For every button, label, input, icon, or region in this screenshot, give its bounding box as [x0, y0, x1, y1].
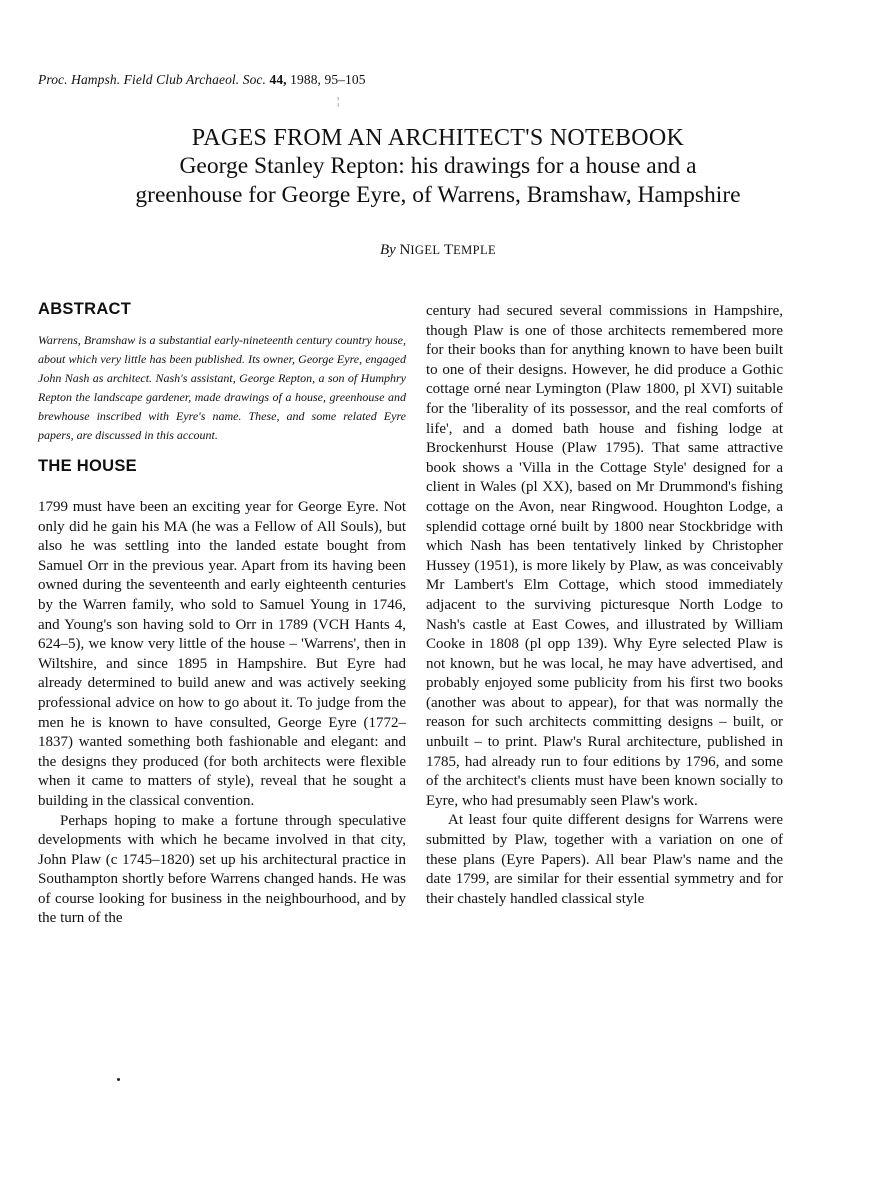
author-last-rest: EMPLE [453, 243, 497, 257]
year-pages: 1988, 95–105 [290, 72, 366, 87]
author-initial-first: N [399, 242, 411, 258]
author-initial-last: T [443, 242, 454, 258]
paragraph: At least four quite different designs for Warrens were submitted by Plaw, together with a variation on one of these plans (Eyre Papers). All bear Plaw's name and the date 1799, are similar for their essential symmetry and for their chastely handled classical style [426, 812, 783, 907]
scan-mark: ¦ [337, 95, 340, 107]
article-title-block [0, 124, 876, 210]
volume-number: 44, [269, 72, 287, 87]
journal-name: Proc. Hampsh. Field Club Archaeol. Soc. [38, 72, 266, 87]
journal-citation [38, 72, 366, 88]
author-first-rest: IGEL [410, 243, 441, 257]
article-title: PAGES FROM AN ARCHITECT'S NOTEBOOK [191, 125, 685, 151]
byline-by: By [379, 242, 396, 258]
article-subtitle-line-1: George Stanley Repton: his drawings for a house and a [179, 153, 697, 179]
section-heading-the-house: THE HOUSE [38, 457, 137, 475]
author-byline [0, 242, 876, 259]
paragraph: century had secured several commissions in Hampshire, though Plaw is one of those architects remembered more for their books than for anything known to have been built to one of their designs. However, he did produce a Gothic cottage orné near Lymington (Plaw 1800, pl XVI) suitable for the 'liberality of its possessor, and the real comforts of life', and a domed bath house and fishing lodge at Brockenhurst House (Plaw 1795). That same attractive book shows a 'Villa in the Cottage Style' designed for a client in Wales (pl XX), based on Mr Drummond's fishing cottage on the Avon, near Ringwood. Houghton Lodge, a splendid cottage orné built by 1800 near Stockbridge with which Nash has been tentatively linked by Christopher Hussey (1951), is more likely by Plaw, as was conceivably Mr Lambert's Elm Cottage, which stood immediately adjacent to the surviving picturesque North Lodge to Nash's castle at East Cowes, and illustrated by William Cooke in 1808 (pl opp 139). Why Eyre selected Plaw is not known, but he was local, he may have advertised, and probably enjoyed some publicity from his first two books (another was about to appear), for that was normally the reason for such architects committing designs – built, or unbuilt – to print. Plaw's Rural architecture, published in 1785, had already run to four editions by 1796, and some of the architect's clients must have been known socially to Eyre, who had presumably seen Plaw's work. [426, 303, 783, 809]
article-subtitle-line-2: greenhouse for George Eyre, of Warrens, Bramshaw, Hampshire [135, 182, 741, 208]
paragraph: Perhaps hoping to make a fortune through speculative developments with which he became involved in that city, John Plaw (c 1745–1820) set up his architectural practice in Southampton shortly before Warrens changed hands. He was of course looking for business in the neighbourhood, and by the turn of the [38, 812, 406, 927]
paragraph: 1799 must have been an exciting year for George Eyre. Not only did he gain his MA (he was a Fellow of All Souls), but also he was settling into the landed estate bought from Samuel Orr in the previous year. Apart from its having been owned during the seventeenth and early eighteenth centuries by the Warren family, who sold to Samuel Young in 1746, and Young's son having sold to Orr in 1789 (VCH Hants 4, 624–5), we know very little of the house – 'Warrens', then in Wiltshire, and since 1895 in Hampshire. But Eyre had already determined to build anew and was actively seeking professional advice on how to go about it. To judge from the men he is known to have consulted, George Eyre (1772–1837) wanted something both fashionable and elegant: and the designs they produced (for both architects were flexible when it came to matters of style), reveal that he sought a building in the classical convention. [38, 499, 406, 809]
abstract-heading: ABSTRACT [38, 300, 132, 318]
left-column [38, 300, 406, 929]
scan-speck [117, 1078, 120, 1081]
abstract-text: Warrens, Bramshaw is a substantial early-nineteenth century country house, about which very little has been published. Its owner, George Eyre, engaged John Nash as architect. Nash's assistant, George Repton, a son of Humphry Repton the landscape gardener, made drawings of a house, greenhouse and brewhouse inscribed with Eyre's name. These, and some related Eyre papers, are discussed in this account. [38, 333, 406, 442]
author-name [400, 242, 497, 258]
right-column [426, 302, 783, 909]
